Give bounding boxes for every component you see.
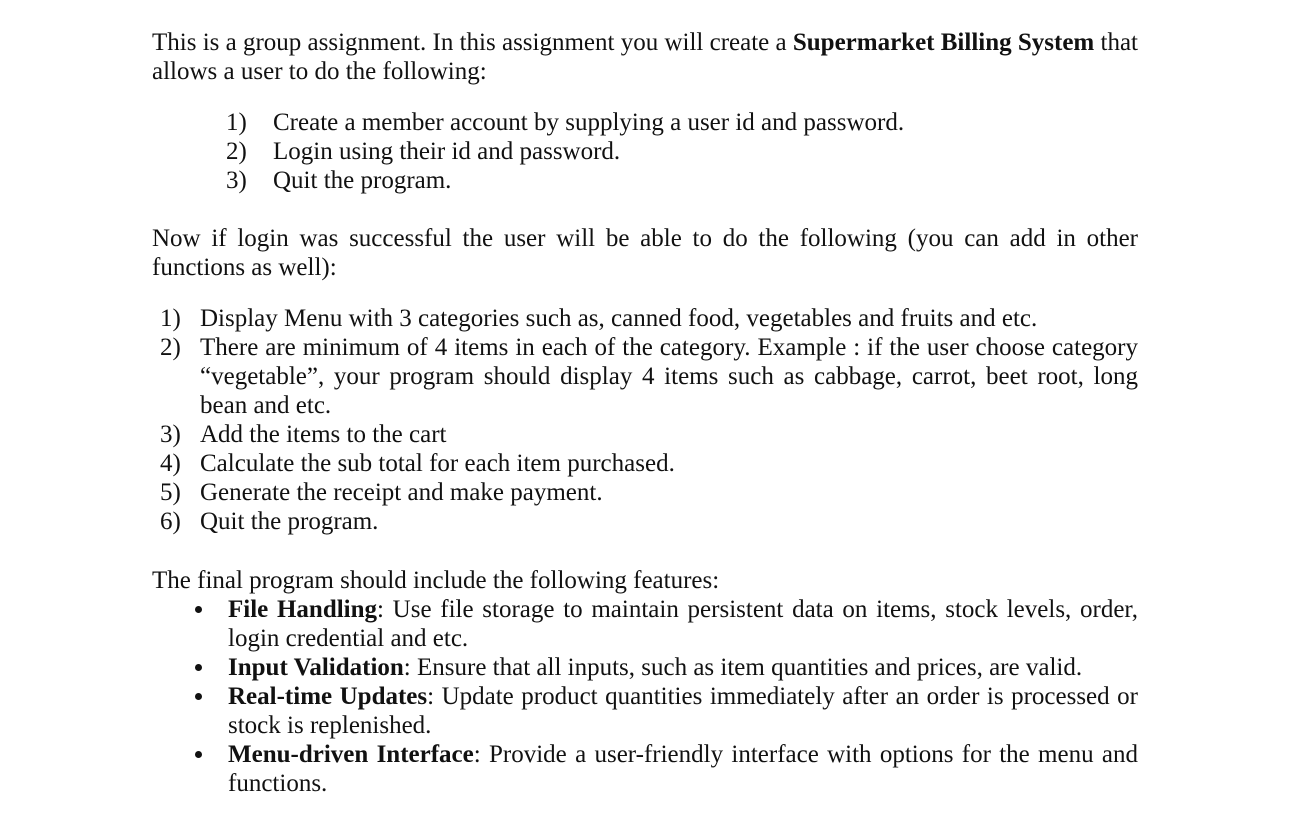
bullet-icon	[195, 693, 202, 700]
list-item	[160, 304, 1138, 333]
list-item	[152, 595, 1138, 653]
list-number: 5)	[160, 479, 181, 506]
list-item-text: Add the items to the cart	[200, 421, 447, 448]
list-item-text: Quit the program.	[200, 508, 379, 535]
list-number: 6)	[160, 508, 181, 535]
feature-text: : Ensure that all inputs, such as item quantities and prices, are valid.	[403, 654, 1083, 681]
list-item	[160, 507, 1138, 536]
list-item	[152, 682, 1138, 740]
list-item-text: Quit the program.	[273, 167, 452, 194]
features-intro: The final program should include the following features:	[152, 567, 720, 594]
list-item	[226, 137, 1126, 166]
list-item-text: There are minimum of 4 items in each of the category. Example : if the user choose category “vegetable”, your program should display 4 items such as cabbage, carrot, beet root, long bean and etc.	[200, 334, 1138, 419]
list-item	[160, 333, 1138, 420]
bullet-icon	[195, 606, 202, 613]
list-number: 3)	[160, 421, 181, 448]
feature-title: Menu-driven Interface	[228, 741, 474, 768]
intro-paragraph	[152, 28, 1138, 86]
bullet-icon	[195, 664, 202, 671]
list-item	[226, 166, 1126, 195]
feature-title: Input Validation	[228, 654, 404, 681]
list-number: 3)	[226, 167, 247, 194]
feature-text: : Update product quantities immediately after an order is processed or stock is replenished.	[228, 683, 1138, 739]
list-item	[160, 420, 1138, 449]
assignment-title: Supermarket Billing System	[792, 29, 1095, 56]
list-number: 1)	[160, 305, 181, 332]
feature-text: : Use file storage to maintain persistent data on items, stock levels, order, login credential and etc.	[228, 596, 1139, 652]
feature-title: Real-time Updates	[228, 683, 428, 710]
intro-text-after: that allows a user to do the following:	[152, 29, 1139, 85]
menu-options-list	[160, 304, 1138, 536]
list-number: 2)	[160, 334, 181, 361]
login-intro-paragraph: Now if login was successful the user will be able to do the following (you can add in other functions as well):	[152, 225, 1138, 281]
list-item-text: Calculate the sub total for each item purchased.	[200, 450, 675, 477]
list-item	[160, 449, 1138, 478]
list-item	[160, 478, 1138, 507]
list-number: 1)	[226, 109, 247, 136]
list-item-text: Login using their id and password.	[273, 138, 621, 165]
list-item-text: Create a member account by supplying a user id and password.	[273, 109, 905, 136]
bullet-icon	[195, 751, 202, 758]
list-number: 4)	[160, 450, 181, 477]
feature-title: File Handling	[228, 596, 378, 623]
intro-text-before: This is a group assignment. In this assignment you will create a	[152, 29, 793, 56]
features-list	[152, 595, 1138, 798]
account-options-list	[226, 108, 1126, 195]
list-item	[152, 653, 1138, 682]
feature-text: : Provide a user-friendly interface with options for the menu and functions.	[228, 741, 1138, 797]
list-item-text: Display Menu with 3 categories such as, canned food, vegetables and fruits and etc.	[200, 305, 1038, 332]
list-item-text: Generate the receipt and make payment.	[200, 479, 603, 506]
list-number: 2)	[226, 138, 247, 165]
list-item	[226, 108, 1126, 137]
list-item	[152, 740, 1138, 798]
